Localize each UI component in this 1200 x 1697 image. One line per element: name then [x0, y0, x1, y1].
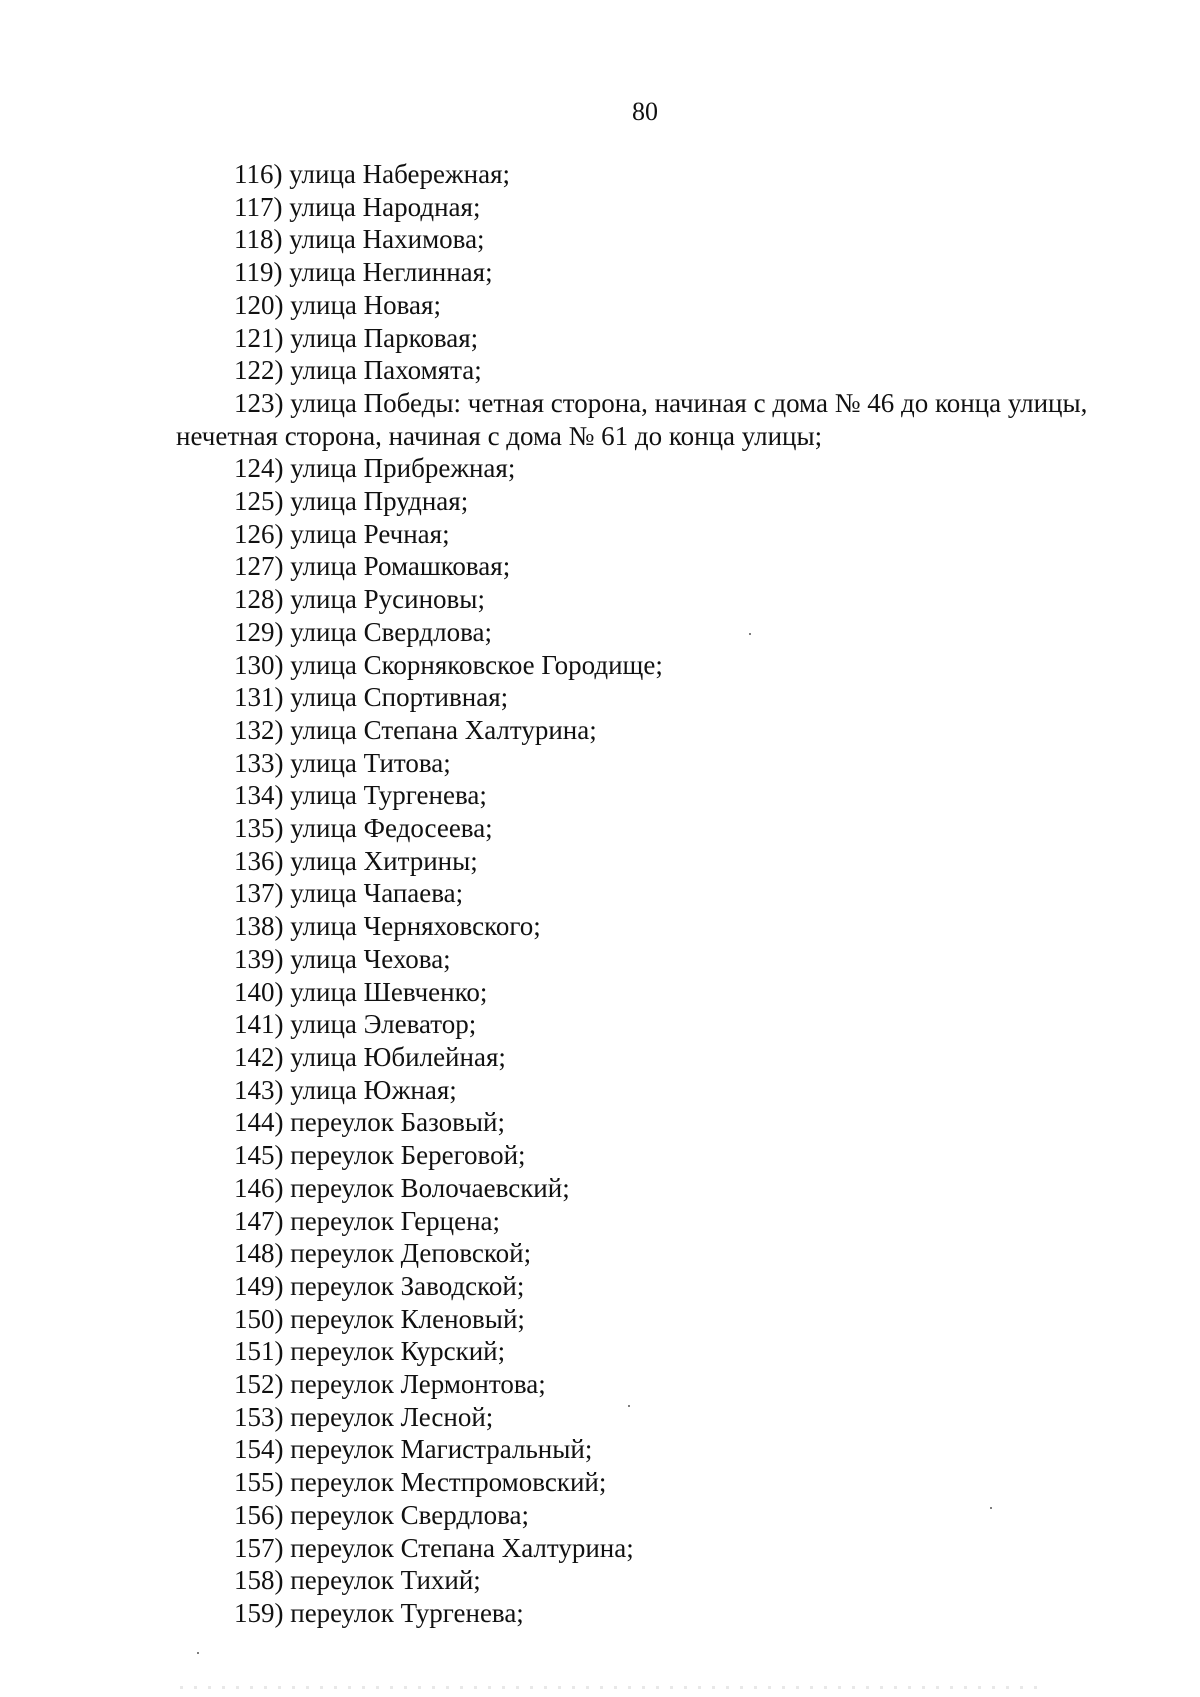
list-item: 150) переулок Кленовый; — [234, 1303, 525, 1334]
list-item: 137) улица Чапаева; — [234, 878, 464, 909]
list-item: 128) улица Русиновы; — [234, 584, 485, 615]
scan-noise — [180, 1686, 1040, 1689]
list-item: 141) улица Элеватор; — [234, 1009, 477, 1040]
list-item: 132) улица Степана Халтурина; — [234, 714, 597, 745]
list-item: 120) улица Новая; — [234, 289, 441, 320]
list-item: 121) улица Парковая; — [234, 322, 479, 353]
list-item: 158) переулок Тихий; — [234, 1565, 481, 1596]
list-item: 138) улица Черняховского; — [234, 911, 541, 942]
list-item: 124) улица Прибрежная; — [234, 453, 516, 484]
scan-speck — [749, 633, 751, 635]
list-item: 156) переулок Свердлова; — [234, 1499, 529, 1530]
list-item: 152) переулок Лермонтова; — [234, 1369, 546, 1400]
list-item: 140) улица Шевченко; — [234, 976, 488, 1007]
list-item: 119) улица Неглинная; — [234, 257, 493, 288]
list-item: 133) улица Титова; — [234, 747, 451, 778]
scan-speck — [990, 1507, 992, 1509]
list-item: 116) улица Набережная; — [234, 159, 510, 189]
list-item: 127) улица Ромашковая; — [234, 551, 511, 582]
list-item: 145) переулок Береговой; — [234, 1140, 526, 1171]
list-item: 118) улица Нахимова; — [234, 224, 485, 255]
list-item: 126) улица Речная; — [234, 518, 450, 549]
list-item: 148) переулок Деповской; — [234, 1238, 532, 1269]
list-item: 146) переулок Волочаевский; — [234, 1172, 570, 1203]
list-item: 153) переулок Лесной; — [234, 1401, 494, 1432]
list-item: 134) улица Тургенева; — [234, 780, 487, 811]
list-item: 147) переулок Герцена; — [234, 1205, 501, 1236]
list-item: 125) улица Прудная; — [234, 486, 469, 517]
list-item: 123) улица Победы: четная сторона, начиная с дома № 46 до конца улицы, — [234, 387, 1088, 418]
street-list — [0, 158, 1200, 1630]
list-item: 139) улица Чехова; — [234, 943, 451, 974]
list-item: 130) улица Скорняковское Городище; — [234, 649, 663, 680]
list-item: 117) улица Народная; — [234, 191, 481, 222]
page-number: 80 — [632, 97, 658, 126]
list-item: 135) улица Федосеева; — [234, 813, 493, 844]
scan-speck — [197, 1652, 199, 1654]
list-item: 155) переулок Местпромовский; — [234, 1467, 607, 1498]
list-item: 159) переулок Тургенева; — [234, 1597, 524, 1628]
list-item: 129) улица Свердлова; — [234, 616, 492, 647]
list-item: 149) переулок Заводской; — [234, 1270, 525, 1301]
list-item: 122) улица Пахомята; — [234, 355, 482, 386]
list-item: 154) переулок Магистральный; — [234, 1434, 593, 1465]
list-item: 143) улица Южная; — [234, 1074, 457, 1105]
list-item: 142) улица Юбилейная; — [234, 1041, 506, 1072]
list-item: 131) улица Спортивная; — [234, 682, 509, 713]
list-item: 136) улица Хитрины; — [234, 845, 478, 876]
list-item: 151) переулок Курский; — [234, 1336, 506, 1367]
list-item: 157) переулок Степана Халтурина; — [234, 1532, 634, 1563]
scan-speck — [628, 1405, 630, 1407]
list-item-continuation: нечетная сторона, начиная с дома № 61 до конца улицы; — [176, 420, 823, 451]
list-item: 144) переулок Базовый; — [234, 1107, 505, 1138]
